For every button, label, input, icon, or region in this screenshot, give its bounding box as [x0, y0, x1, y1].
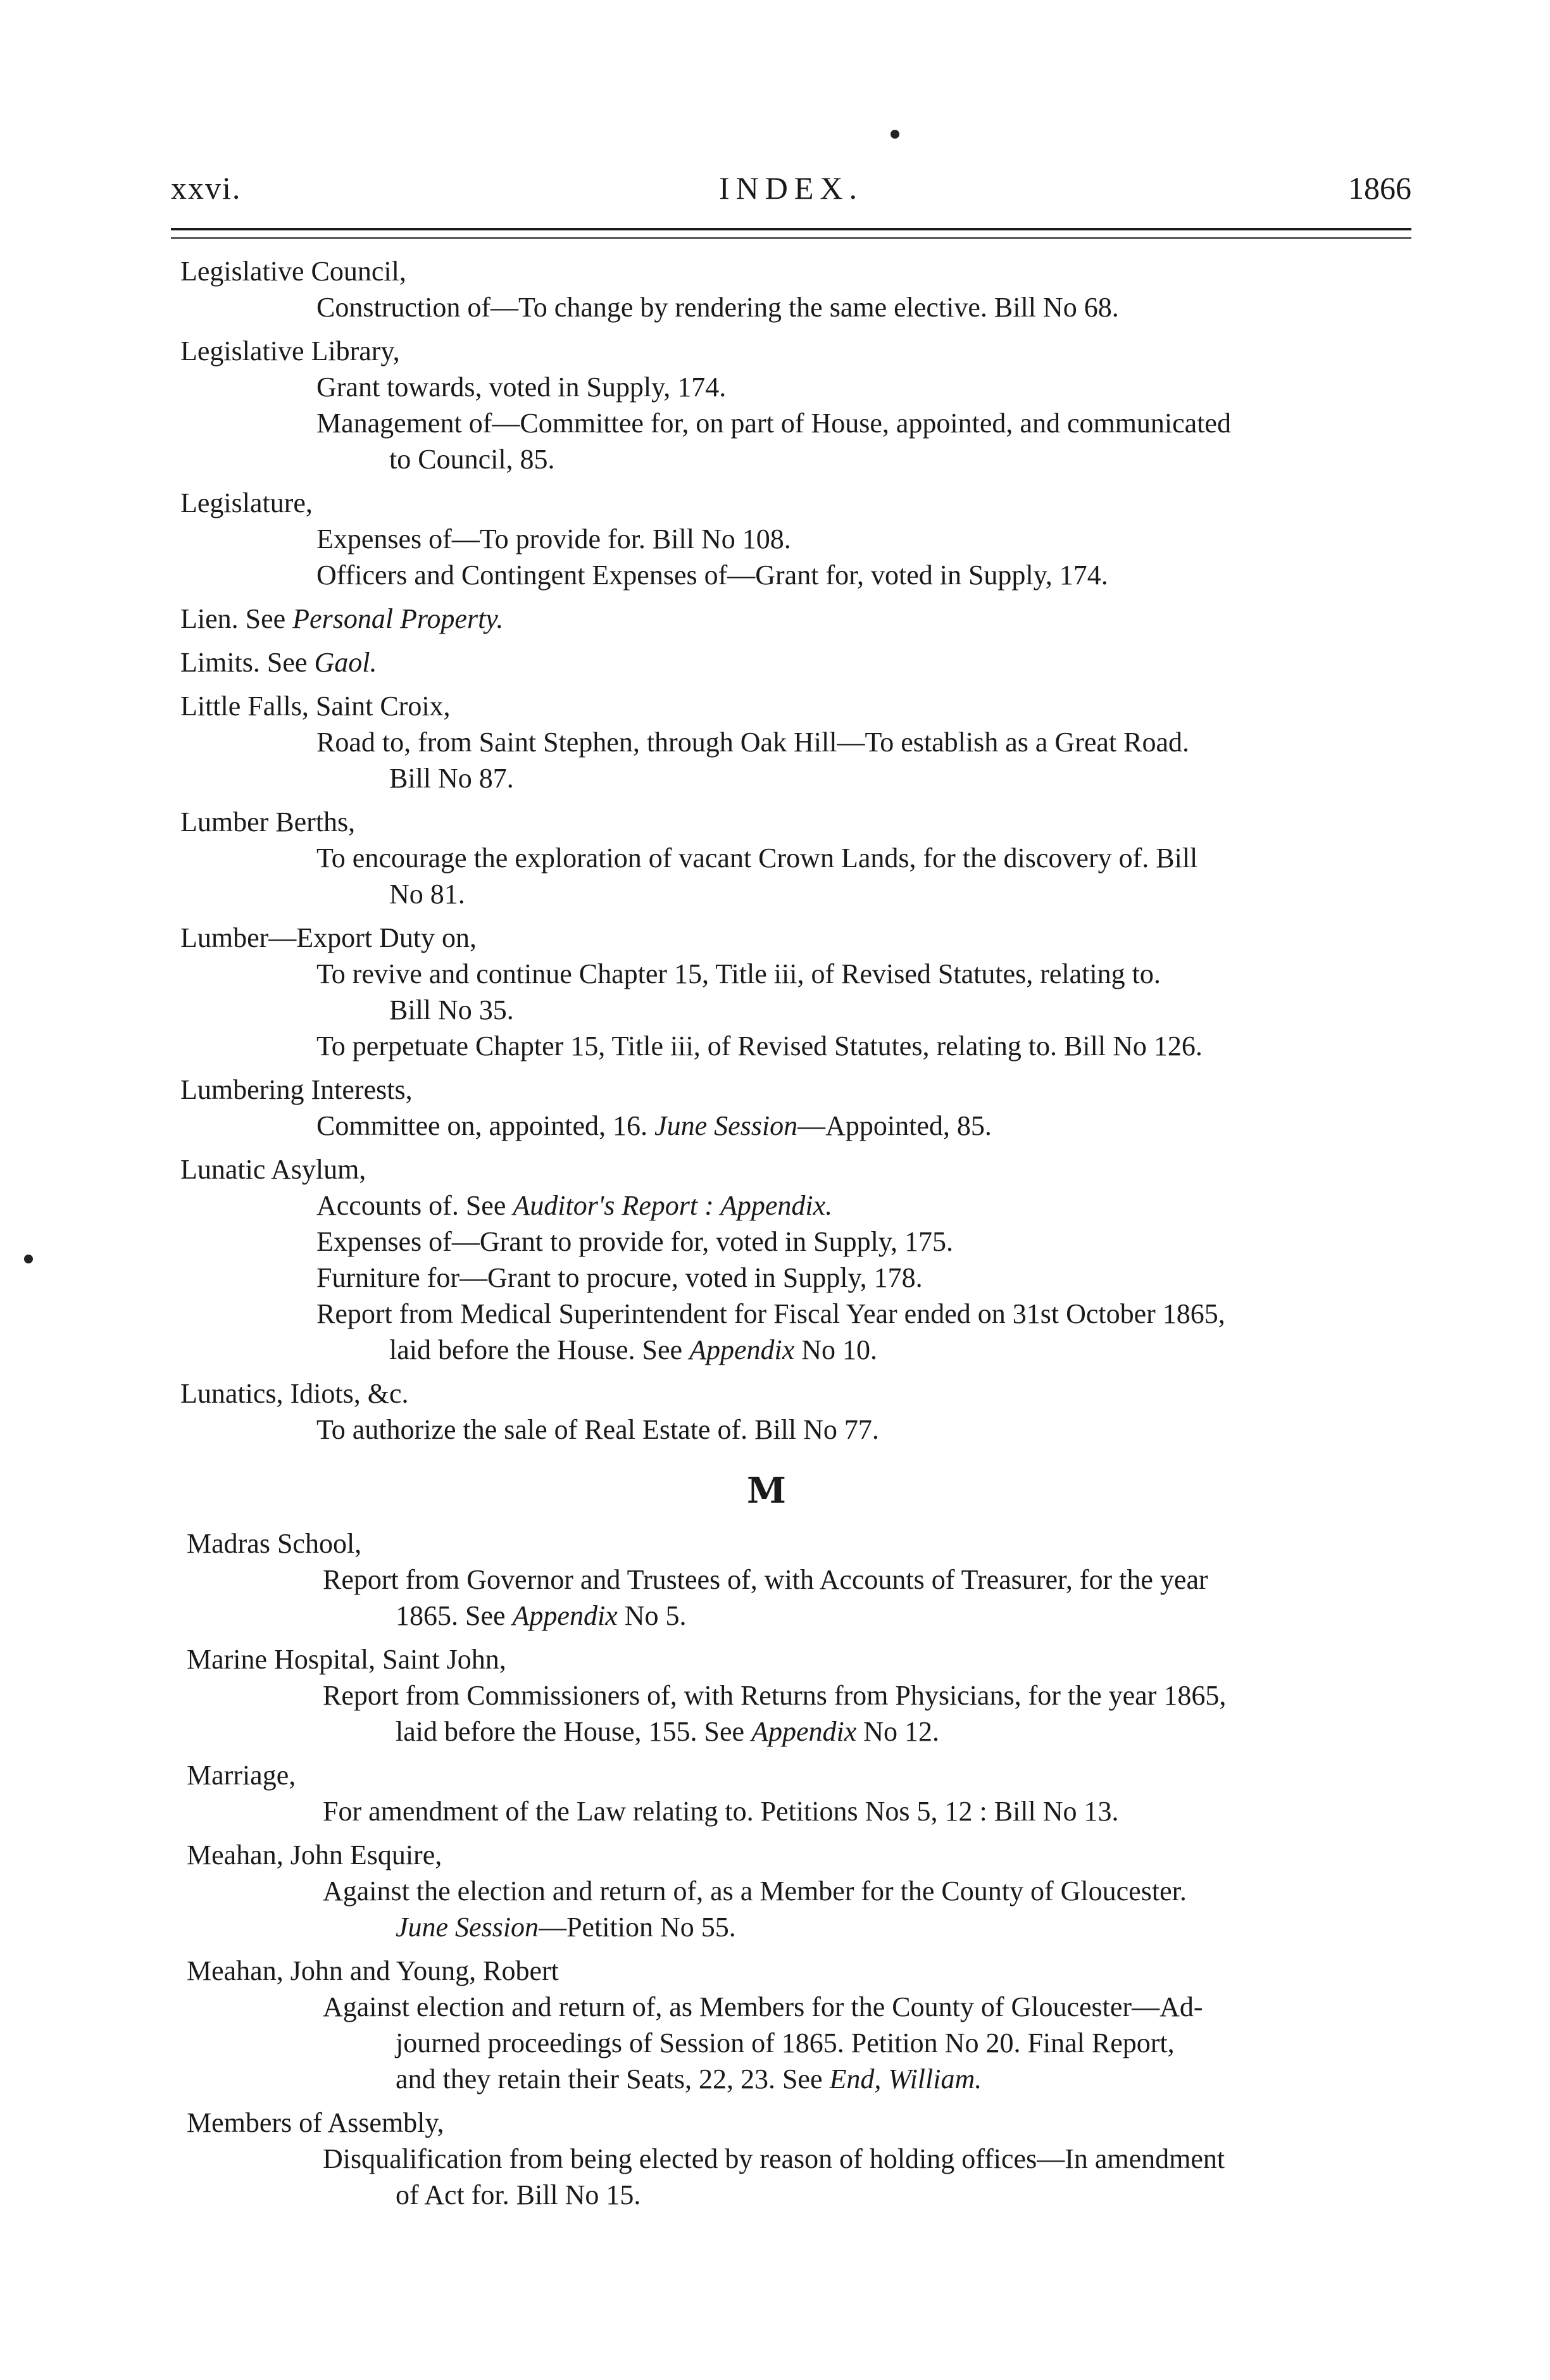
entry-text-cont: of Act for. Bill No 15. [396, 2179, 641, 2210]
index-entry [187, 1837, 1427, 1945]
entry-sub [187, 2141, 1427, 2213]
index-entry [180, 688, 1421, 796]
entry-heading: Lumbering Interests, [180, 1074, 413, 1105]
entry-text-cont: Bill No 35. [389, 994, 514, 1025]
entry-text-cont [323, 1598, 1427, 1634]
cross-reference: Auditor's Report : Appendix. [513, 1190, 833, 1221]
page-header [171, 170, 1411, 214]
entry-heading: Legislature, [180, 487, 313, 518]
index-entry [187, 2105, 1427, 2213]
cross-reference: Appendix [689, 1334, 795, 1365]
entry-text: Committee on, appointed, 16. [316, 1110, 648, 1141]
entry-sub [187, 1873, 1427, 1945]
entry-text: Against the election and return of, as a Member for the County of Gloucester. [323, 1876, 1187, 1907]
entry-text: For amendment of the Law relating to. Petitions Nos 5, 12 : Bill No 13. [323, 1796, 1119, 1827]
entry-heading: Legislative Council, [180, 256, 406, 287]
entry-sub [180, 405, 1421, 477]
entry-text: Expenses of—Grant to provide for, voted in Supply, 175. [316, 1226, 954, 1257]
entry-text: Accounts of. See [316, 1190, 506, 1221]
header-year: 1866 [1348, 170, 1411, 206]
entry-text: Against election and return of, as Members for the County of Gloucester—Ad- [323, 1991, 1203, 2022]
entry-text: —Appointed, 85. [797, 1110, 992, 1141]
entry-sub [187, 1793, 1427, 1829]
cross-reference: Appendix [751, 1716, 857, 1747]
page-number: xxvi. [171, 170, 242, 206]
entry-heading: Madras School, [187, 1528, 362, 1559]
index-entry [180, 1072, 1421, 1144]
cross-reference: Gaol. [314, 647, 377, 678]
entry-text: and they retain their Seats, 22, 23. See [396, 2064, 823, 2095]
see-word: See [266, 647, 308, 678]
entry-text: No 10. [801, 1334, 878, 1365]
entry-text: Expenses of—To provide for. Bill No 108. [316, 523, 791, 554]
page-title: INDEX. [718, 170, 864, 206]
entry-sub [180, 1260, 1421, 1296]
entry-text: No 5. [624, 1600, 687, 1631]
entry-sub [180, 557, 1421, 593]
entry-text: Report from Governor and Trustees of, with Accounts of Treasurer, for the year [323, 1564, 1208, 1595]
entry-text: No 12. [863, 1716, 940, 1747]
entry-text: To authorize the sale of Real Estate of. Bill No 77. [316, 1414, 879, 1445]
see-word: See [245, 603, 286, 634]
print-mark [24, 1255, 33, 1263]
entry-text: Report from Commissioners of, with Returns from Physicians, for the year 1865, [323, 1680, 1227, 1711]
entry-sub [187, 1989, 1427, 2097]
entry-text: To perpetuate Chapter 15, Title iii, of Revised Statutes, relating to. Bill No 126. [316, 1030, 1203, 1062]
entry-sub [180, 1296, 1421, 1368]
index-entry [180, 1375, 1421, 1448]
entry-text-cont [323, 1909, 1427, 1945]
entry-text-cont [323, 2061, 1427, 2097]
entry-heading: Lunatics, Idiots, &c. [180, 1378, 409, 1409]
entry-text-cont: to Council, 85. [389, 444, 555, 475]
session-label: June Session [654, 1110, 798, 1141]
entry-heading: Members of Assembly, [187, 2107, 444, 2138]
entry-text: 1865. See [396, 1600, 506, 1631]
entry-heading: Limits. [180, 647, 260, 678]
index-entry [180, 485, 1421, 593]
index-entry [180, 333, 1421, 477]
cross-reference: End, William. [829, 2064, 982, 2095]
entry-heading: Lumber—Export Duty on, [180, 922, 477, 953]
entry-text: Grant towards, voted in Supply, 174. [316, 372, 727, 403]
entry-heading: Marriage, [187, 1760, 296, 1791]
section-letter: M [747, 1470, 786, 1512]
index-entries-m [187, 1525, 1427, 2220]
cross-reference: Personal Property. [292, 603, 504, 634]
index-entry [180, 920, 1421, 1064]
session-label: June Session [396, 1912, 539, 1943]
entry-sub [180, 289, 1421, 325]
entry-text: laid before the House. See [389, 1334, 683, 1365]
entry-text: Management of—Committee for, on part of House, appointed, and communicated [316, 408, 1231, 439]
entry-text-cont: journed proceedings of Session of 1865. Petition No 20. Final Report, [396, 2027, 1175, 2058]
header-rule-thin [171, 237, 1411, 239]
index-entry [187, 1757, 1427, 1829]
entry-text: Furniture for—Grant to procure, voted in Supply, 178. [316, 1262, 923, 1293]
cross-reference: Appendix [512, 1600, 618, 1631]
entry-sub [180, 369, 1421, 405]
entry-text: laid before the House, 155. See [396, 1716, 745, 1747]
entry-text: Road to, from Saint Stephen, through Oak Hill—To establish as a Great Road. [316, 727, 1190, 758]
entry-text: Construction of—To change by rendering the same elective. Bill No 68. [316, 292, 1119, 323]
entry-sub [180, 1108, 1421, 1144]
entry-sub [180, 1412, 1421, 1448]
entry-text: —Petition No 55. [539, 1912, 736, 1943]
entry-sub [180, 1187, 1421, 1224]
entry-sub [180, 840, 1421, 912]
entry-sub [180, 521, 1421, 557]
entry-heading: Lunatic Asylum, [180, 1154, 366, 1185]
entry-heading: Little Falls, Saint Croix, [180, 691, 451, 722]
entry-text-cont: Bill No 87. [389, 763, 514, 794]
index-entry [180, 804, 1421, 912]
entry-sub [180, 1224, 1421, 1260]
entry-heading: Meahan, John Esquire, [187, 1839, 442, 1870]
entry-heading: Legislative Library, [180, 335, 400, 366]
index-entry [180, 1151, 1421, 1368]
see-entry [180, 601, 1421, 637]
entry-text: To revive and continue Chapter 15, Title iii, of Revised Statutes, relating to. [316, 958, 1161, 989]
entry-text: Officers and Contingent Expenses of—Grant for, voted in Supply, 174. [316, 560, 1108, 591]
entry-sub [180, 724, 1421, 796]
entry-sub [180, 956, 1421, 1028]
entry-heading: Lien. [180, 603, 239, 634]
entry-text: To encourage the exploration of vacant Crown Lands, for the discovery of. Bill [316, 842, 1198, 874]
header-rule-thick [171, 228, 1411, 230]
entry-text-cont [323, 1713, 1427, 1750]
index-entry [187, 1641, 1427, 1750]
index-entries-l [180, 253, 1421, 1455]
entry-heading: Marine Hospital, Saint John, [187, 1644, 506, 1675]
see-entry [180, 644, 1421, 680]
index-entry [187, 1953, 1427, 2097]
entry-heading: Lumber Berths, [180, 806, 356, 837]
entry-heading: Meahan, John and Young, Robert [187, 1955, 559, 1986]
index-entry [187, 1525, 1427, 1634]
print-mark [891, 130, 899, 139]
entry-text: Report from Medical Superintendent for Fiscal Year ended on 31st October 1865, [316, 1298, 1225, 1329]
entry-sub [187, 1677, 1427, 1750]
index-entry [180, 253, 1421, 325]
entry-text-cont [316, 1332, 1421, 1368]
entry-sub [187, 1562, 1427, 1634]
entry-text: Disqualification from being elected by reason of holding offices—In amendment [323, 2143, 1225, 2174]
entry-sub [180, 1028, 1421, 1064]
entry-text-cont: No 81. [389, 879, 465, 910]
